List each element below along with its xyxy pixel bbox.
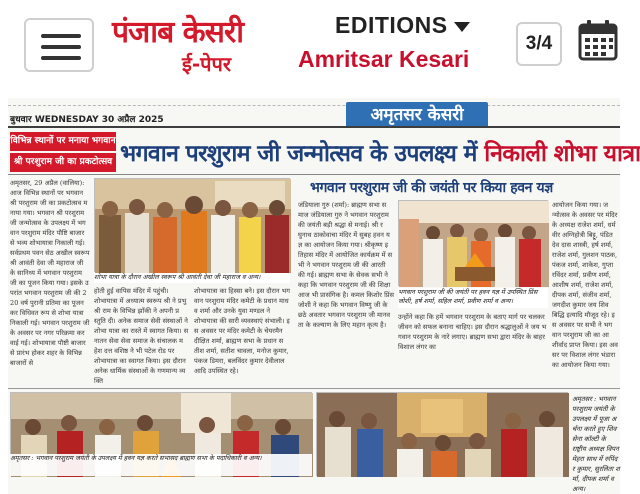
headline-part-2: निकाली शोभा यात्रा bbox=[484, 140, 640, 167]
kicker-box bbox=[10, 132, 116, 172]
section-rule bbox=[8, 388, 620, 389]
column-1-text: अमृतसर, 29 अप्रैल (वालिया): आज विभिन्न स्थानों पर भगवान श्री परशुराम जी का प्रकटोत्सव मनाया गया। भगवान श्री परशुराम जी जन्मोत्सव के उपलक्ष्य में भगवान परशुराम मंदिर पौष्टि बाजार से भव्य शोभायात्रा निकाली गई। सर्वप्रथम पवन सेठ अखील स्वरूप श्री आवंती देवा जी महाराज जी के सानिध्य में भगवान परशुराम जी का पूजन किया गया। इसके उपरांत भगवान परशुराम जी की 220 वर्ष पुरानी प्रतिमा का पूजन कर विधिवत रूप से शोभा यात्रा निकाली गई। भगवान परशुराम जी के अवसर पर नगर परिक्रमा करवाई गई। शोभायात्रा पौष्टी बाजार से प्रारंभ होकर शहर के विभिन्न बाजारों से bbox=[10, 179, 90, 367]
page-indicator[interactable]: 3/4 bbox=[516, 22, 562, 66]
editions-label: EDITIONS bbox=[335, 12, 448, 38]
kicker-line-1: विभिन्न स्थानों पर मनाया भगवान bbox=[10, 132, 116, 151]
photo-shobha-yatra bbox=[94, 178, 290, 272]
photo-havan-caption: भगवान परशुराम जी की जयंती पर हवन यज्ञ में उपस्थित प्रिंस जोशी, हर्ष शर्मा, सहिल शर्मा, प्रवीण शर्मा व अन्य। bbox=[398, 288, 548, 308]
newspaper-clipping[interactable] bbox=[8, 98, 640, 494]
menu-bar bbox=[41, 56, 81, 60]
column-6-text: आयोजन किया गया। जन्मोत्सव के अवसर पर मंदिर के अध्यक्ष राजेश शर्मा, धर्मवीर अग्निहोत्री बिट्टू, पंडित देव दास शास्त्री, हर्ष शर्मा, राजेश शर्मा, गुलशन पाठक, पंकज शर्मा, शाकेश, गुप्ता रविंदर शर्मा, प्रवीण शर्मा, आशीष शर्मा, राजेश शर्मा, दीपक शर्मा, संजीव शर्मा, जगदीश कुमार जय शिवबिद्धि इत्यादि मौजूद रहे। इस अवसर पर सभी ने भगवान परशुराम जी का आशीर्वाद प्राप्त किया। इस अवसर पर विशाल लंगर भंडारा का आयोजन किया गया। bbox=[552, 201, 618, 369]
photo-shobha-yatra-caption: शोभा यात्रा के दौरान अखील स्वरूप श्री आवंती देवा जी महाराज व अन्य। bbox=[94, 273, 290, 283]
column-2-text: होती हुई वापिस मंदिर में पहुंची। शोभायात्रा में अध्यात्म स्वरूप श्री ने प्रभु श्री राम के विभिन्न झाँकी ने अपनी प्रस्तुति दी। अनेक समाज सेवी संस्थाओं ने शोभा यात्रा का रास्ते में स्वागत किया। सनातन सेवा सेवा समाज के संचालक महेश दत्त वशिष्ठ ने भी पटेल रोड पर शोभायात्रा का स्वागत किया। इस दौरान अनेक धार्मिक संस्थाओं के गणमान्य व्यक्ति bbox=[94, 287, 189, 385]
menu-bar bbox=[41, 45, 81, 49]
column-4-text: जंडियाला गुरु (शर्मा): ब्राह्मण सभा समाज जंडियाला गुरु ने भगवान परशुराम की जयंती बड़ी श्रद्धा से मनाई। श्री रघुनाथ ठाकोवाचा मंदिर में सुबह हवन यज्ञ का आयोजन किया गया। श्रीकृष्ण इतिहास मंदिर में आयोजित कार्यक्रम में सभी ने भगवान परशुराम जी की आरती की गई। ब्राह्मण सभा के सेवक सभी ने कहा कि भगवान परशुराम जी की शिक्षा आज भी प्रासंगिक है। कमल किशोर प्रिंस जोशी ने कहा कि भगवान विष्णु जी के छठे अवतार भगवान परशुराम जी मानवता के कल्याण के लिए महान कृत्य है। bbox=[298, 201, 395, 329]
caret-down-icon bbox=[454, 22, 470, 32]
menu-bar bbox=[41, 34, 81, 38]
sub-headline: भगवान परशुराम जी की जयंती पर किया हवन यज्ञ bbox=[310, 180, 553, 196]
punjab-kesari-logo[interactable] bbox=[112, 10, 272, 80]
logo-main-text: पंजाब केसरी bbox=[112, 15, 244, 50]
photo-havan-sabha-caption: अमृतसर : भगवान परशुराम जयंती के उपलक्ष्य में हवन यज्ञ करते सभासद ब्राह्मण सभा के पदाधिकारी व अन्य। bbox=[10, 454, 312, 476]
clip-top-border bbox=[8, 98, 620, 106]
headline-rule bbox=[8, 174, 620, 175]
column-3-text: शोभायात्रा का हिस्सा बने। इस दौरान भगवान परशुराम मंदिर कमेटी के प्रधान माधव शर्मा और उनके युवा मण्डल ने शोभायात्रा की सारी व्यवस्थाएं संभाली। इस अवसर पर मंदिर कमेटी के चेयरमैन दीक्षित शर्मा, ब्राह्मण सभा के प्रधान सतीश शर्मा, सतीश चावला, मनोज कुमार, पंकज डिमरा, बलविंदर कुमार देवीलाल आदि उपस्थित रहे। bbox=[194, 287, 291, 375]
edition-banner: अमृतसर केसरी bbox=[346, 102, 488, 128]
article-headline bbox=[120, 136, 640, 168]
kicker-line-2: श्री परशुराम जी का प्रकटोत्सव bbox=[10, 153, 116, 172]
side-caption: अमृतसर : भगवान परशुराम जयंती के उपलक्ष्य में पूजा अर्चना करते हुए शिव सेना कॉल्टी के राष्ट्रीय अध्यक्ष विपन मेहरा साथ में रुपिंदर कुमार, सुरलिता शर्मा, दीपक शर्मा व अन्य। bbox=[572, 395, 620, 493]
photo-mandir-group bbox=[316, 392, 568, 476]
app-header bbox=[0, 0, 620, 88]
editions-dropdown[interactable] bbox=[335, 12, 470, 39]
dateline: बुधवार WEDNESDAY 30 अप्रैल 2025 bbox=[10, 115, 164, 125]
header-rule bbox=[8, 126, 620, 128]
hamburger-menu-button[interactable] bbox=[24, 18, 94, 72]
calendar-icon[interactable] bbox=[578, 18, 618, 62]
selected-edition[interactable]: Amritsar Kesari bbox=[298, 46, 470, 72]
headline-part-1: भगवान परशुराम जी जन्मोत्सव के उपलक्ष्य में bbox=[120, 140, 477, 167]
logo-sub-text: ई-पेपर bbox=[182, 52, 232, 76]
photo-havan-yagya bbox=[398, 200, 548, 286]
column-5-text: उन्होंने कहा कि हमें भगवान परशुराम के बताए मार्ग पर चलकर जीवन को सफल बनाना चाहिए। इस दौरान श्रद्धालुओं ने जय भगवान परशुराम के नारे लगाए। ब्राह्मण सभा द्वारा मंदिर के बाहर विशाल लंगर का bbox=[398, 313, 547, 351]
